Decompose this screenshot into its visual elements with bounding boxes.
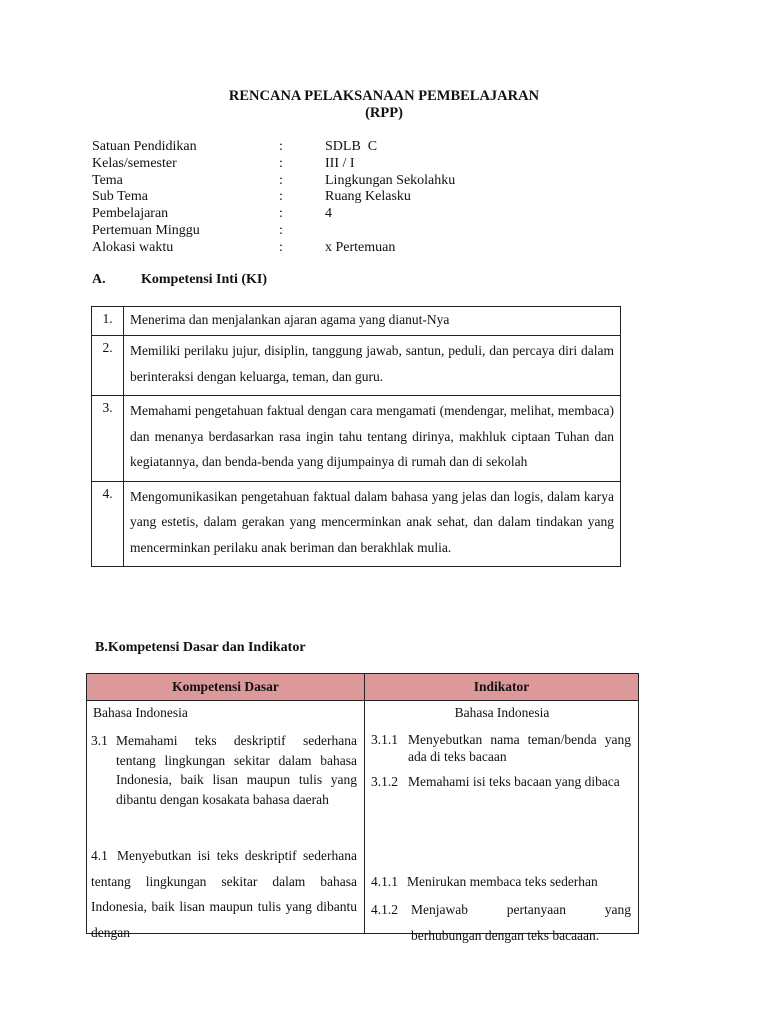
subject-label: Bahasa Indonesia bbox=[454, 705, 550, 720]
kd-number: 4.1 bbox=[91, 848, 108, 863]
indikator-number: 4.1.2 bbox=[371, 902, 398, 917]
info-value: III / I bbox=[325, 155, 355, 171]
info-value: Ruang Kelasku bbox=[325, 189, 411, 205]
header-kompetensi-dasar: Kompetensi Dasar bbox=[87, 674, 365, 701]
indikator-number: 3.1.1 bbox=[371, 732, 398, 747]
kompetensi-inti-table bbox=[91, 306, 621, 567]
table-row bbox=[92, 396, 621, 482]
kompetensi-dasar-table bbox=[86, 673, 639, 943]
info-value: 4 bbox=[325, 206, 332, 222]
section-title: Kompetensi Inti (KI) bbox=[141, 272, 267, 287]
info-label: Satuan Pendidikan bbox=[92, 139, 197, 154]
indikator-text: Memahami isi teks bacaan yang dibaca bbox=[408, 774, 620, 789]
table-row bbox=[92, 307, 621, 336]
table-row bbox=[87, 701, 639, 934]
info-value: SDLB C bbox=[325, 139, 378, 154]
kd-text: Memahami teks deskriptif sederhana tentang lingkungan sekitar dalam bahasa Indonesia, baik lisan maupun tulis yang dibantu dengan kosakata bahasa daerah bbox=[116, 733, 357, 807]
info-label: Sub Tema bbox=[92, 189, 148, 205]
info-colon: : bbox=[279, 206, 283, 222]
ki-number: 3. bbox=[92, 396, 124, 482]
section-b-heading: B.Kompetensi Dasar dan Indikator bbox=[95, 640, 306, 655]
info-colon: : bbox=[279, 239, 283, 255]
kd-number: 3.1 bbox=[91, 733, 108, 748]
indikator-number: 4.1.1 bbox=[371, 874, 398, 889]
kd-text: Menyebutkan isi teks deskriptif sederhana tentang lingkungan sekitar dalam bahasa Indonesia, baik lisan maupun tulis yang dibantu dengan bbox=[91, 848, 357, 940]
header-indikator: Indikator bbox=[365, 674, 639, 701]
ki-text: Mengomunikasikan pengetahuan faktual dalam bahasa yang jelas dan logis, dalam karya yang estetis, dalam gerakan yang mencerminkan anak sehat, dan dalam tindakan yang mencerminkan perilaku anak beriman dan berakhlak mulia. bbox=[124, 481, 621, 567]
indikator-text: Menyebutkan nama teman/benda yang ada di teks bacaan bbox=[408, 732, 631, 764]
info-label: Pertemuan Minggu bbox=[92, 222, 200, 238]
info-label: Pembelajaran bbox=[92, 206, 169, 222]
document-subtitle: (RPP) bbox=[365, 105, 403, 121]
ki-number: 2. bbox=[92, 336, 124, 396]
info-label: Tema bbox=[92, 172, 123, 188]
subject-label: Bahasa Indonesia bbox=[93, 705, 188, 720]
info-label: Alokasi waktu bbox=[92, 239, 174, 255]
info-colon: : bbox=[279, 222, 283, 238]
info-colon: : bbox=[279, 155, 283, 171]
indikator-text: Menirukan membaca teks sederhan bbox=[407, 874, 598, 889]
section-letter: A. bbox=[92, 272, 106, 287]
info-colon: : bbox=[279, 139, 283, 154]
table-header-row bbox=[87, 674, 639, 701]
info-value: x Pertemuan bbox=[325, 239, 396, 255]
ki-number: 4. bbox=[92, 481, 124, 567]
ki-text: Memahami pengetahuan faktual dengan cara mengamati (mendengar, melihat, membaca) dan menanya berdasarkan rasa ingin tahu tentang dirinya, makhluk ciptaan Tuhan dan kegiatannya, dan benda-benda yang dijumpainya di rumah dan di sekolah bbox=[124, 396, 621, 482]
indikator-cell bbox=[365, 701, 639, 943]
ki-number: 1. bbox=[92, 307, 124, 336]
info-colon: : bbox=[279, 172, 283, 188]
table-row bbox=[92, 336, 621, 396]
info-label: Kelas/semester bbox=[92, 155, 177, 171]
indikator-text: Menjawab pertanyaan yang berhubungan dengan teks bacaaan. bbox=[411, 902, 631, 943]
ki-text: Memiliki perilaku jujur, disiplin, tanggung jawab, santun, peduli, dan percaya diri dalam berinteraksi dengan keluarga, teman, dan guru. bbox=[124, 336, 621, 396]
document-title: RENCANA PELAKSANAAN PEMBELAJARAN bbox=[228, 88, 540, 104]
table-row bbox=[92, 481, 621, 567]
indikator-number: 3.1.2 bbox=[371, 774, 398, 789]
kd-cell bbox=[87, 701, 365, 940]
info-colon: : bbox=[279, 189, 283, 205]
ki-text: Menerima dan menjalankan ajaran agama yang dianut-Nya bbox=[124, 307, 621, 336]
info-value: Lingkungan Sekolahku bbox=[325, 172, 456, 188]
